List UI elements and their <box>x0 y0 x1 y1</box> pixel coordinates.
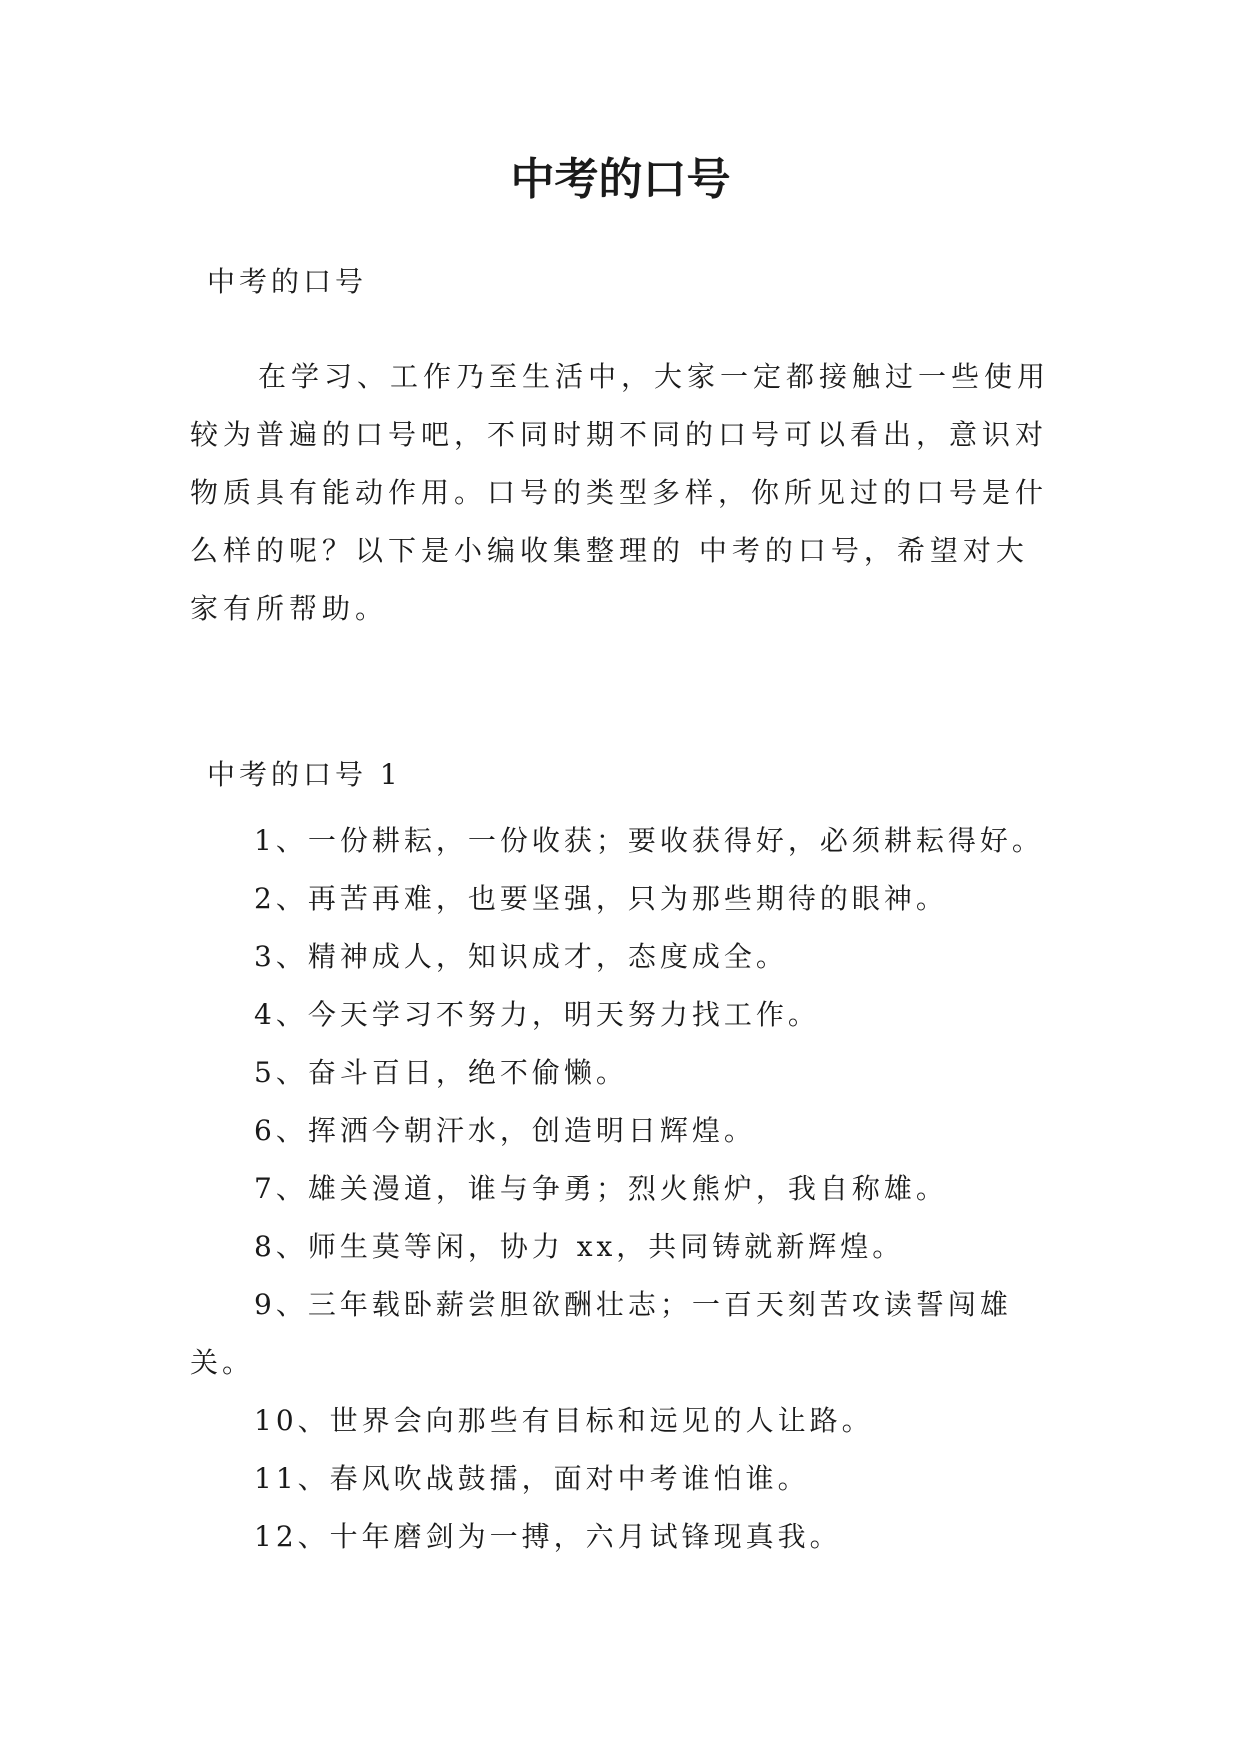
list-item: 3、精神成人，知识成才，态度成全。 <box>254 940 788 973</box>
list-item: 6、挥洒今朝汗水，创造明日辉煌。 <box>254 1114 756 1147</box>
list-item: 10、世界会向那些有目标和远见的人让路。 <box>254 1404 874 1437</box>
list-item: 11、春风吹战鼓擂，面对中考谁怕谁。 <box>254 1462 810 1495</box>
slogan-list <box>190 812 1070 1566</box>
list-item: 1、一份耕耘，一份收获；要收获得好，必须耕耘得好。 <box>254 824 1044 857</box>
section-label: 中考的口号 <box>207 265 368 298</box>
list-item: 5、奋斗百日，绝不偷懒。 <box>254 1056 628 1089</box>
section-heading-1: 中考的口号 1 <box>207 758 402 791</box>
list-item: 4、今天学习不努力，明天努力找工作。 <box>254 998 820 1031</box>
list-item: 7、雄关漫道，谁与争勇；烈火熊炉，我自称雄。 <box>254 1172 948 1205</box>
list-item: 8、师生莫等闲，协力 xx，共同铸就新辉煌。 <box>254 1230 905 1263</box>
intro-paragraph: 在学习、工作乃至生活中，大家一定都接触过一些使用较为普遍的口号吧，不同时期不同的口号可以看出，意识对物质具有能动作用。口号的类型多样，你所见过的口号是什么样的呢？以下是小编收集整理的 中考的口号，希望对大家有所帮助。 <box>190 360 1051 625</box>
list-item: 9、三年载卧薪尝胆欲酬壮志；一百天刻苦攻读誓闯雄关。 <box>190 1288 1012 1379</box>
document-title: 中考的口号 <box>510 154 731 205</box>
list-item: 12、十年磨剑为一搏，六月试锋现真我。 <box>254 1520 842 1553</box>
list-item: 2、再苦再难，也要坚强，只为那些期待的眼神。 <box>254 882 948 915</box>
